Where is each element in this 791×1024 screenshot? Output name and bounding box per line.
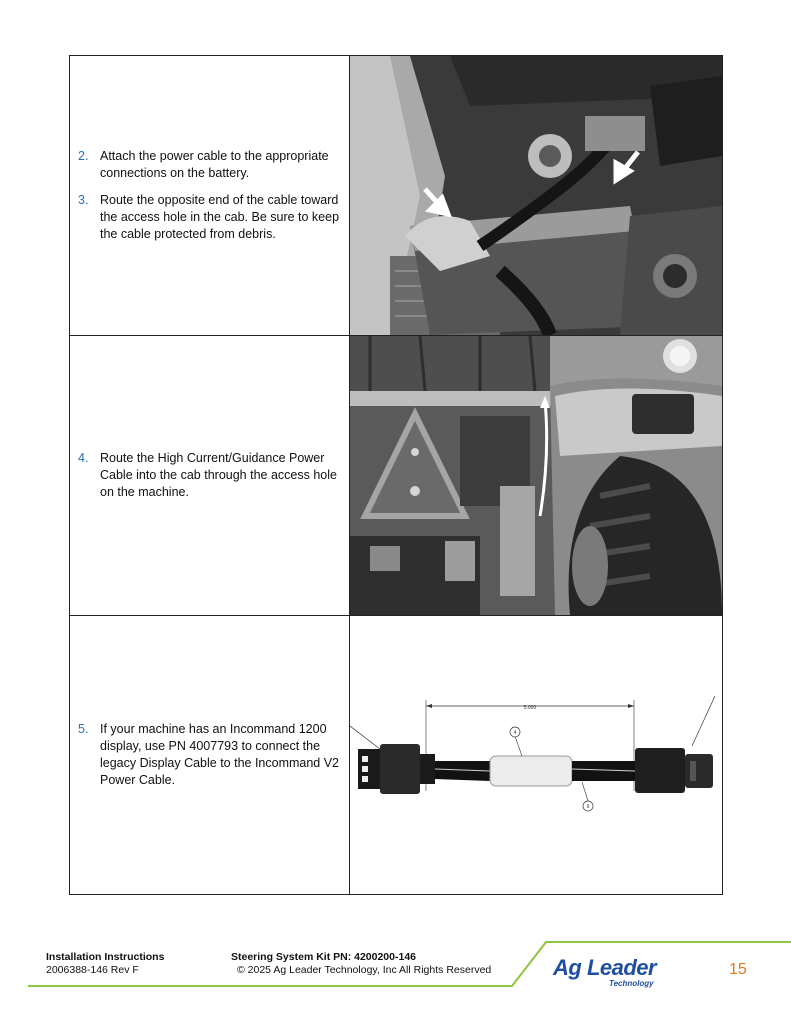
step-text: Attach the power cable to the appropriate connections on the battery. [100,149,329,180]
step-text: If your machine has an Incommand 1200 display, use PN 4007793 to connect the legacy Display Cable to the Incommand V2 Power Cable. [100,722,340,787]
document-number: 2006388-146 Rev F [46,964,139,976]
kit-label: Steering System Kit PN: 4200200-146 [231,951,417,963]
step-number: 4. [78,451,89,465]
step-number: 5. [78,722,89,736]
footer-kit-info [231,951,491,977]
page-number: 15 [729,961,747,978]
ag-leader-logo [553,955,657,988]
dimension-label: 5.000 [523,705,537,711]
callout-a: 4 [513,730,517,736]
logo-text: Ag Leader [553,955,657,980]
document-title: Installation Instructions [46,951,165,963]
footer-document-info [46,951,164,977]
callout-b: 9 [586,804,590,810]
step-text: Route the High Current/Guidance Power Cable into the cab through the access hole on the machine. [100,451,337,499]
logo-subtext: Technology [609,979,654,988]
step-number: 2. [78,149,89,163]
step-text: Route the opposite end of the cable toward the access hole in the cab. Be sure to keep the cable protected from debris. [100,193,340,241]
copyright: © 2025 Ag Leader Technology, Inc All Rights Reserved [237,964,492,976]
step-number: 3. [78,193,89,207]
